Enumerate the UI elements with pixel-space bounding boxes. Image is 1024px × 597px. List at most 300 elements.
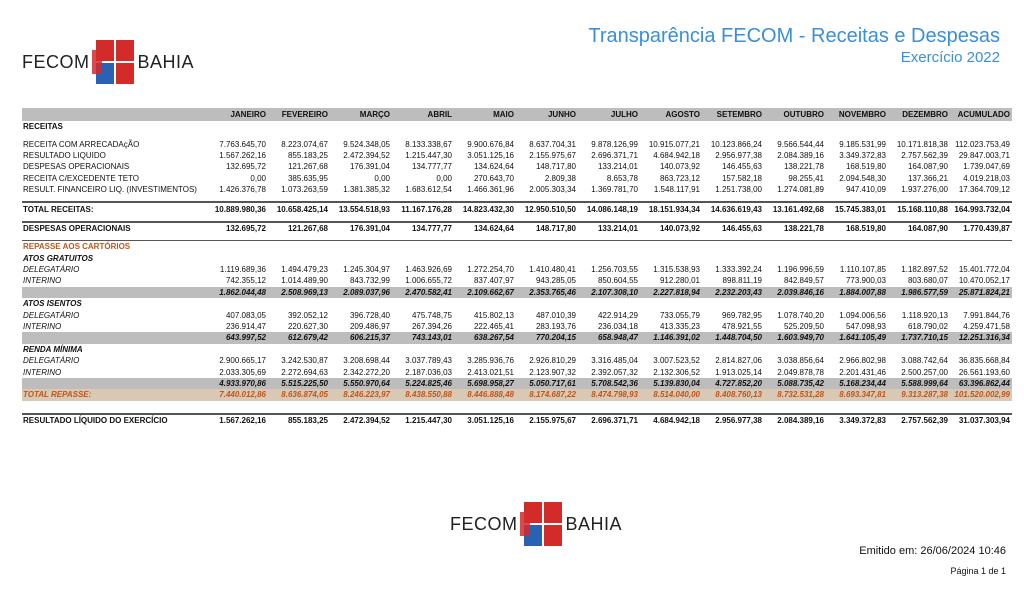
value-cell: 1.256.703,55 (591, 265, 638, 275)
value-cell (516, 121, 578, 132)
value-cell: 2.814.827,06 (715, 356, 762, 366)
value-cell: 392.052,12 (287, 310, 328, 320)
value-cell (950, 121, 1012, 132)
value-cell (454, 407, 516, 414)
value-cell: 134.624,64 (473, 162, 514, 172)
value-cell: 407.083,05 (225, 310, 266, 320)
value-cell: 5.698.958,27 (454, 378, 516, 389)
value-cell: 1.182.897,52 (901, 265, 948, 275)
logo-mark-icon (92, 40, 136, 84)
value-cell (640, 344, 702, 355)
value-cell (454, 195, 516, 202)
value-cell (268, 407, 330, 414)
value-cell (888, 298, 950, 309)
row-label: TOTAL REPASSE: (22, 389, 206, 400)
value-cell: 618.790,02 (907, 322, 948, 332)
value-cell: 1.683.612,54 (405, 185, 452, 195)
value-cell: 1.369.781,70 (591, 185, 638, 195)
value-cell (392, 215, 454, 222)
value-cell: 140.073,92 (640, 222, 702, 234)
value-cell: 134.624,64 (454, 222, 516, 234)
logo-right-text: BAHIA (565, 513, 623, 534)
value-cell: 2.232.203,43 (702, 287, 764, 298)
value-cell (702, 121, 764, 132)
value-cell: 1.567.262,16 (219, 150, 266, 160)
value-cell: 1.739.047,69 (963, 162, 1010, 172)
table-row (22, 414, 1012, 426)
header-cell-month: MARÇO (330, 108, 392, 121)
row-label: DESPESAS OPERACIONAIS (23, 162, 130, 172)
logo-mark-icon (520, 502, 564, 546)
value-cell: 2.956.977,38 (715, 150, 762, 160)
value-cell: 1.215.447,30 (405, 150, 452, 160)
value-cell (826, 253, 888, 264)
row-label: RESULTADO LIQUIDO (23, 150, 106, 160)
value-cell: 5.708.542,36 (578, 378, 640, 389)
row-label: RECEITAS (23, 122, 63, 132)
value-cell (640, 253, 702, 264)
table-row (22, 321, 1012, 332)
value-cell: 2.039.846,16 (764, 287, 826, 298)
report-title: Transparência FECOM - Receitas e Despesas (588, 25, 1000, 47)
value-cell (516, 253, 578, 264)
value-cell: 1.245.304,97 (343, 265, 390, 275)
value-cell: 1.426.376,78 (219, 185, 266, 195)
table-header-row (22, 108, 1012, 121)
value-cell: 14.823.432,30 (454, 202, 516, 214)
value-cell: 5.550.970,64 (330, 378, 392, 389)
value-cell (268, 195, 330, 202)
value-cell (578, 195, 640, 202)
value-cell: 547.098,93 (845, 322, 886, 332)
row-label: REPASSE AOS CARTÓRIOS (22, 241, 206, 253)
value-cell: 63.396.862,44 (950, 378, 1012, 389)
value-cell (826, 344, 888, 355)
value-cell: 13.554.518,93 (330, 202, 392, 214)
value-cell: 137.366,21 (907, 173, 948, 183)
value-cell (578, 298, 640, 309)
value-cell: 1.215.447,30 (392, 414, 454, 426)
value-cell: 803.680,07 (907, 276, 948, 286)
value-cell (950, 241, 1012, 253)
header-cell-month: OUTUBRO (764, 108, 826, 121)
table-row (22, 264, 1012, 275)
value-cell (330, 121, 392, 132)
header-cell-month: ABRIL (392, 108, 454, 121)
value-cell: 7.763.645,70 (219, 139, 266, 149)
value-cell: 101.520.002,99 (950, 389, 1012, 400)
value-cell (950, 407, 1012, 414)
value-cell (764, 121, 826, 132)
value-cell: 2.107.308,10 (578, 287, 640, 298)
value-cell: 220.627,30 (287, 322, 328, 332)
value-cell (950, 298, 1012, 309)
value-cell (888, 344, 950, 355)
row-label (22, 332, 206, 343)
value-cell: 2.696.371,71 (578, 414, 640, 426)
value-cell: 2.109.662,67 (454, 287, 516, 298)
value-cell (578, 344, 640, 355)
value-cell: 31.037.303,94 (950, 414, 1012, 426)
value-cell: 1.567.262,16 (206, 414, 268, 426)
value-cell: 9.313.287,38 (888, 389, 950, 400)
value-cell (702, 215, 764, 222)
value-cell (702, 241, 764, 253)
value-cell: 8.514.040,00 (640, 389, 702, 400)
value-cell: 0,00 (374, 173, 390, 183)
value-cell (640, 215, 702, 222)
value-cell: 8.446.888,48 (454, 389, 516, 400)
table-row (22, 355, 1012, 366)
row-label: INTERINO (23, 276, 62, 286)
value-cell: 2.094.548,30 (839, 173, 886, 183)
header-cell-month: AGOSTO (640, 108, 702, 121)
value-cell: 643.997,52 (206, 332, 268, 343)
value-cell: 15.168.110,88 (888, 202, 950, 214)
value-cell: 11.167.176,28 (392, 202, 454, 214)
value-cell: 773.900,03 (845, 276, 886, 286)
value-cell (392, 241, 454, 253)
value-cell (454, 121, 516, 132)
value-cell (640, 407, 702, 414)
value-cell: 222.465,41 (473, 322, 514, 332)
value-cell (764, 407, 826, 414)
value-cell: 2.392.057,32 (591, 367, 638, 377)
value-cell (950, 195, 1012, 202)
value-cell: 5.168.234,44 (826, 378, 888, 389)
value-cell: 148.717,80 (516, 222, 578, 234)
value-cell: 2.472.394,52 (330, 414, 392, 426)
page-number: Página 1 de 1 (950, 566, 1006, 576)
value-cell: 3.051.125,16 (454, 414, 516, 426)
value-cell: 138.221,78 (783, 162, 824, 172)
value-cell: 3.208.698,44 (343, 356, 390, 366)
value-cell: 236.034,18 (597, 322, 638, 332)
value-cell (826, 241, 888, 253)
header-cell-month: JULHO (578, 108, 640, 121)
value-cell (764, 298, 826, 309)
value-cell: 146.455,63 (721, 162, 762, 172)
value-cell: 2.033.305,69 (219, 367, 266, 377)
value-cell: 733.055,79 (659, 310, 700, 320)
value-cell: 9.185.531,99 (839, 139, 886, 149)
row-label (22, 378, 206, 389)
row-label: DESPESAS OPERACIONAIS (22, 222, 206, 234)
value-cell (330, 253, 392, 264)
value-cell: 98.255,41 (788, 173, 824, 183)
value-cell: 478.921,55 (721, 322, 762, 332)
value-cell (764, 195, 826, 202)
row-label: RESULTADO LÍQUIDO DO EXERCÍCIO (22, 414, 206, 426)
row-label (22, 215, 206, 222)
value-cell: 855.183,25 (268, 414, 330, 426)
value-cell: 1.603.949,70 (764, 332, 826, 343)
value-cell (268, 253, 330, 264)
table-row (22, 253, 1012, 264)
value-cell (454, 215, 516, 222)
table-row (22, 344, 1012, 355)
value-cell: 1.196.996,59 (777, 265, 824, 275)
value-cell: 1.913.025,14 (715, 367, 762, 377)
value-cell: 1.641.105,49 (826, 332, 888, 343)
value-cell: 8.636.874,05 (268, 389, 330, 400)
row-label: RECEITA C/EXCEDENTE TETO (23, 173, 140, 183)
value-cell: 1.146.391,02 (640, 332, 702, 343)
value-cell: 146.455,63 (702, 222, 764, 234)
value-cell: 1.118.920,13 (901, 310, 948, 320)
table-row (22, 222, 1012, 234)
value-cell: 947.410,09 (845, 185, 886, 195)
value-cell: 2.508.969,13 (268, 287, 330, 298)
value-cell: 1.466.361,96 (467, 185, 514, 195)
header-cell-month: JUNHO (516, 108, 578, 121)
value-cell: 9.900.676,84 (467, 139, 514, 149)
value-cell (764, 344, 826, 355)
value-cell: 0,00 (436, 173, 452, 183)
value-cell: 133.214,01 (578, 222, 640, 234)
logo-left-text: FECOM (22, 51, 90, 72)
fecom-bahia-footer-logo (450, 502, 622, 546)
table-row (22, 195, 1012, 202)
value-cell (578, 241, 640, 253)
value-cell (640, 241, 702, 253)
value-cell: 0,00 (250, 173, 266, 183)
value-cell: 850.604,55 (597, 276, 638, 286)
value-cell (392, 195, 454, 202)
value-cell: 140.073,92 (659, 162, 700, 172)
value-cell: 1.094.006,56 (839, 310, 886, 320)
value-cell: 8.474.798,93 (578, 389, 640, 400)
report-subtitle: Exercício 2022 (900, 49, 1000, 66)
value-cell (268, 121, 330, 132)
value-cell: 236.914,47 (225, 322, 266, 332)
value-cell: 2.132.306,52 (653, 367, 700, 377)
value-cell (826, 407, 888, 414)
value-cell: 1.737.710,15 (888, 332, 950, 343)
value-cell: 969.782,95 (721, 310, 762, 320)
value-cell: 855.183,25 (287, 150, 328, 160)
value-cell: 1.251.738,00 (715, 185, 762, 195)
value-cell: 209.486,97 (349, 322, 390, 332)
value-cell: 176.391,04 (330, 222, 392, 234)
value-cell: 10.171.818,38 (896, 139, 948, 149)
table-row (22, 173, 1012, 184)
value-cell (640, 121, 702, 132)
value-cell: 10.470.052,17 (958, 276, 1010, 286)
value-cell: 2.084.389,16 (777, 150, 824, 160)
table-row (22, 215, 1012, 222)
value-cell (206, 253, 268, 264)
value-cell: 9.566.544,44 (777, 139, 824, 149)
value-cell: 4.019.218,03 (963, 173, 1010, 183)
value-cell (206, 195, 268, 202)
value-cell: 164.087,90 (907, 162, 948, 172)
value-cell (702, 298, 764, 309)
value-cell: 10.658.425,14 (268, 202, 330, 214)
value-cell: 36.835.668,84 (958, 356, 1010, 366)
value-cell: 3.088.742,64 (901, 356, 948, 366)
value-cell: 29.847.003,71 (958, 150, 1010, 160)
value-cell (454, 253, 516, 264)
value-cell: 3.349.372,83 (826, 414, 888, 426)
value-cell: 2.187.036,03 (405, 367, 452, 377)
table-row (22, 298, 1012, 309)
value-cell: 2.966.802,98 (839, 356, 886, 366)
value-cell: 743.143,01 (392, 332, 454, 343)
value-cell (578, 253, 640, 264)
value-cell: 4.684.942,18 (640, 414, 702, 426)
value-cell: 15.401.772,04 (958, 265, 1010, 275)
value-cell: 1.078.740,20 (777, 310, 824, 320)
value-cell: 15.745.383,01 (826, 202, 888, 214)
value-cell: 4.933.970,86 (206, 378, 268, 389)
value-cell: 2.470.582,41 (392, 287, 454, 298)
value-cell (640, 195, 702, 202)
value-cell: 9.878.126,99 (591, 139, 638, 149)
value-cell: 164.087,90 (888, 222, 950, 234)
table-row (22, 332, 1012, 343)
value-cell: 176.391,04 (349, 162, 390, 172)
value-cell (516, 215, 578, 222)
value-cell (330, 407, 392, 414)
value-cell: 422.914,29 (597, 310, 638, 320)
value-cell: 164.993.732,04 (950, 202, 1012, 214)
value-cell: 8.408.760,13 (702, 389, 764, 400)
value-cell (516, 407, 578, 414)
value-cell: 413.335,23 (659, 322, 700, 332)
value-cell: 134.777,77 (411, 162, 452, 172)
value-cell (702, 344, 764, 355)
value-cell: 1.410.480,41 (529, 265, 576, 275)
value-cell: 7.991.844,76 (963, 310, 1010, 320)
header-cell-month: NOVEMBRO (826, 108, 888, 121)
value-cell: 3.007.523,52 (653, 356, 700, 366)
value-cell: 4.684.942,18 (653, 150, 700, 160)
value-cell (206, 215, 268, 222)
value-cell: 638.267,54 (454, 332, 516, 343)
value-cell (516, 241, 578, 253)
value-cell (950, 253, 1012, 264)
emitted-timestamp: Emitido em: 26/06/2024 10:46 (859, 545, 1006, 557)
table-row (22, 161, 1012, 172)
value-cell (330, 344, 392, 355)
value-cell (578, 215, 640, 222)
value-cell: 1.119.689,36 (219, 265, 266, 275)
value-cell: 4.259.471,58 (963, 322, 1010, 332)
value-cell: 2.472.394,52 (343, 150, 390, 160)
header-cell-month: FEVEREIRO (268, 108, 330, 121)
table-row (22, 275, 1012, 286)
value-cell: 843.732,99 (349, 276, 390, 286)
value-cell: 2.926.810,29 (529, 356, 576, 366)
value-cell (206, 241, 268, 253)
value-cell: 1.862.044,48 (206, 287, 268, 298)
value-cell (888, 195, 950, 202)
value-cell: 2.757.562,39 (901, 150, 948, 160)
value-cell (392, 344, 454, 355)
value-cell: 3.285.936,76 (467, 356, 514, 366)
value-cell (268, 298, 330, 309)
value-cell: 8.246.223,97 (330, 389, 392, 400)
value-cell: 742.355,12 (225, 276, 266, 286)
header-cell-month: ACUMULADO (950, 108, 1012, 121)
value-cell: 5.088.735,42 (764, 378, 826, 389)
header-cell-month: MAIO (454, 108, 516, 121)
value-cell: 283.193,76 (535, 322, 576, 332)
fecom-bahia-logo (22, 40, 194, 84)
value-cell: 138.221,78 (764, 222, 826, 234)
value-cell: 168.519,80 (826, 222, 888, 234)
value-cell: 4.727.852,20 (702, 378, 764, 389)
row-label: RECEITA COM ARRECADAçÃO (23, 139, 140, 149)
row-label: ATOS GRATUITOS (23, 253, 94, 263)
value-cell: 5.050.717,61 (516, 378, 578, 389)
value-cell (392, 298, 454, 309)
value-cell (454, 241, 516, 253)
value-cell: 14.636.619,43 (702, 202, 764, 214)
value-cell: 8.133.338,67 (405, 139, 452, 149)
report-title-block (588, 24, 1000, 68)
value-cell: 5.515.225,50 (268, 378, 330, 389)
row-label: DELEGATÁRIO (23, 356, 80, 366)
table-row (22, 184, 1012, 195)
value-cell (454, 344, 516, 355)
table-row (22, 241, 1012, 253)
value-cell (206, 344, 268, 355)
value-cell: 487.010,39 (535, 310, 576, 320)
value-cell: 8.693.347,81 (826, 389, 888, 400)
value-cell: 267.394,26 (411, 322, 452, 332)
value-cell: 13.161.492,68 (764, 202, 826, 214)
row-label: DELEGATÁRIO (23, 265, 80, 275)
row-label: INTERINO (23, 367, 62, 377)
value-cell: 1.073.263,59 (281, 185, 328, 195)
value-cell: 1.463.926,69 (405, 265, 452, 275)
value-cell (578, 121, 640, 132)
value-cell: 2.201.431,46 (839, 367, 886, 377)
header-cell-month: SETEMBRO (702, 108, 764, 121)
value-cell: 3.349.372,83 (839, 150, 886, 160)
value-cell: 270.643,70 (473, 173, 514, 183)
row-label: DELEGATÁRIO (23, 310, 80, 320)
value-cell: 1.315.538,93 (653, 265, 700, 275)
value-cell: 132.695,72 (206, 222, 268, 234)
value-cell (888, 215, 950, 222)
value-cell: 3.037.789,43 (405, 356, 452, 366)
value-cell: 133.214,01 (597, 162, 638, 172)
value-cell: 14.086.148,19 (578, 202, 640, 214)
value-cell: 2.757.562,39 (888, 414, 950, 426)
value-cell: 157.582,18 (721, 173, 762, 183)
value-cell (702, 253, 764, 264)
value-cell: 898.811,19 (722, 276, 762, 286)
value-cell: 8.732.531,28 (764, 389, 826, 400)
header-cell-month: DEZEMBRO (888, 108, 950, 121)
value-cell: 770.204,15 (516, 332, 578, 343)
value-cell: 415.802,13 (473, 310, 514, 320)
value-cell (516, 344, 578, 355)
value-cell: 2.089.037,96 (330, 287, 392, 298)
value-cell: 5.224.825,46 (392, 378, 454, 389)
value-cell: 1.274.081,89 (777, 185, 824, 195)
value-cell: 2.155.975,67 (529, 150, 576, 160)
value-cell: 385.635,95 (287, 173, 328, 183)
header-cell-month: JANEIRO (206, 108, 268, 121)
table-row (22, 407, 1012, 414)
value-cell: 1.884.007,88 (826, 287, 888, 298)
value-cell (950, 215, 1012, 222)
value-cell (516, 298, 578, 309)
